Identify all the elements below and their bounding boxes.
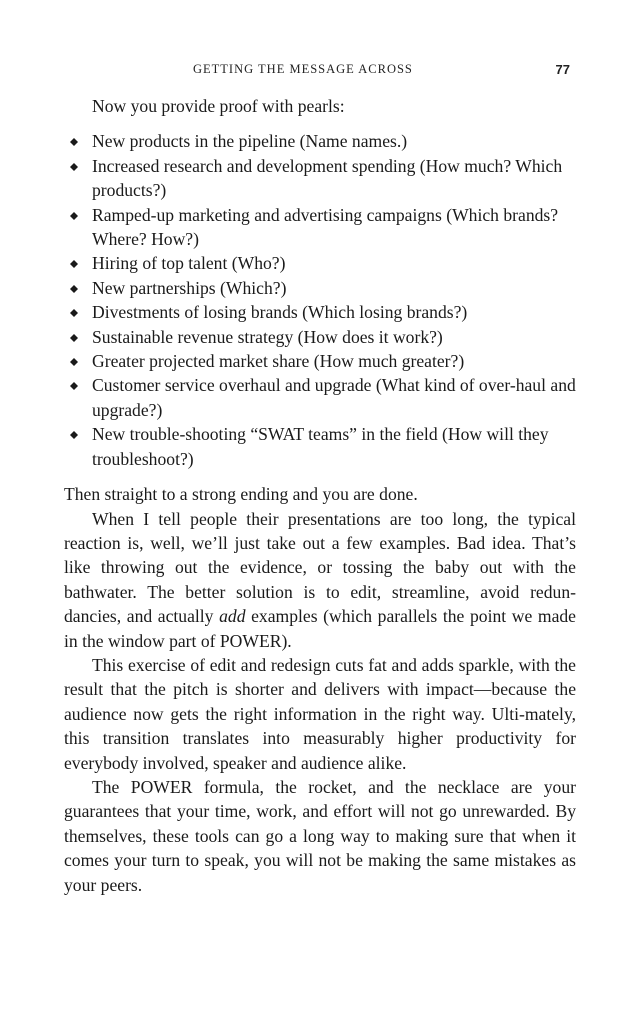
diamond-bullet-icon xyxy=(70,138,78,146)
list-item xyxy=(64,276,576,300)
list-item xyxy=(64,349,576,373)
paragraph-too-long xyxy=(64,507,576,653)
lead-in-line: Now you provide proof with pearls: xyxy=(92,96,345,116)
list-item xyxy=(64,129,576,153)
list-item-text: New partnerships (Which?) xyxy=(92,277,287,298)
diamond-bullet-icon xyxy=(70,260,78,268)
list-item xyxy=(64,251,576,275)
diamond-bullet-icon xyxy=(70,163,78,171)
list-item-text: Ramped-up marketing and advertising campaigns (Which brands? Where? How?) xyxy=(92,204,559,250)
running-title: GETTING THE MESSAGE ACROSS xyxy=(193,62,413,76)
list-item xyxy=(64,154,576,203)
diamond-bullet-icon xyxy=(70,382,78,390)
paragraph-ending: Then straight to a strong ending and you are done. xyxy=(64,484,418,505)
list-item xyxy=(64,325,576,349)
list-item-text: Increased research and development spending (How much? Which products?) xyxy=(92,155,563,201)
list-item-text: New trouble-shooting “SWAT teams” in the field (How will they troubleshoot?) xyxy=(92,424,549,469)
running-head xyxy=(64,62,576,80)
list-item xyxy=(64,203,576,252)
emphasis-add: add xyxy=(219,606,246,627)
diamond-bullet-icon xyxy=(70,334,78,342)
diamond-bullet-icon xyxy=(70,285,78,293)
list-item-text: Greater projected market share (How much greater?) xyxy=(92,351,465,372)
list-item-text: Hiring of top talent (Who?) xyxy=(92,253,286,274)
diamond-bullet-icon xyxy=(70,358,78,366)
list-item-text: Customer service overhaul and upgrade (What kind of over-haul and upgrade?) xyxy=(92,375,576,420)
list-item xyxy=(64,422,576,471)
paragraph-power-formula: The POWER formula, the rocket, and the necklace are your guarantees that your time, work, and effort will not go unrewarded. By themselves, these tools can go a long way to making sure that when it comes your turn to speak, you will not be making the same mistakes as your peers. xyxy=(64,776,576,895)
diamond-bullet-icon xyxy=(70,309,78,317)
paragraph-text: examples (which parallels the point we made in the window part of POWER). xyxy=(64,606,576,651)
list-item-text: New products in the pipeline (Name names.) xyxy=(92,131,408,152)
list-item xyxy=(64,300,576,324)
paragraph-edit-redesign: This exercise of edit and redesign cuts fat and adds sparkle, with the result that the pitch is shorter and delivers with impact—because the audience now gets the right information in the right way. Ulti-mately, this transition translates into measurably higher productivity for everybody involved, speaker and audience alike. xyxy=(64,654,576,773)
page-number: 77 xyxy=(555,62,570,77)
pearls-list xyxy=(64,129,576,471)
diamond-bullet-icon xyxy=(70,431,78,439)
list-item xyxy=(64,373,576,422)
diamond-bullet-icon xyxy=(70,212,78,220)
paragraph-text: When I tell people their presentations are too long, the typical reaction is, well, we’ll just take out a few examples. Bad idea. That’s like throwing out the evidence, or tossing the baby out with the bathwater. The better solution is to edit, streamline, avoid redun-dancies, and actually xyxy=(64,508,576,627)
list-item-text: Sustainable revenue strategy (How does it work?) xyxy=(92,326,443,347)
body-text xyxy=(64,94,576,897)
list-item-text: Divestments of losing brands (Which losing brands?) xyxy=(92,302,468,323)
